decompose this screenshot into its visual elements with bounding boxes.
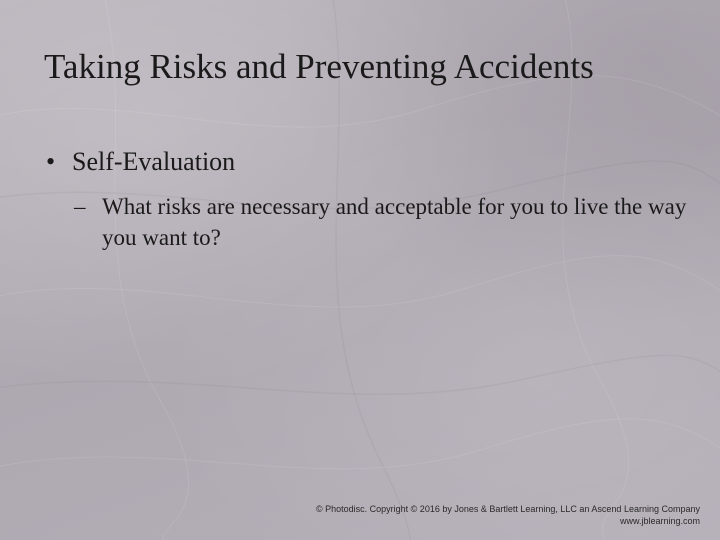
website-link: www.jblearning.com (619, 516, 700, 526)
bullet-item (46, 146, 235, 177)
copyright-line: © Photodisc. Copyright © 2016 by Jones & Bartlett Learning, LLC an Ascend Learning Company (316, 504, 700, 514)
sub-bullet-item (74, 191, 694, 253)
slide-title: Taking Risks and Preventing Accidents (44, 47, 594, 86)
sub-bullet-marker: – (74, 194, 86, 219)
bullet-text: Self-Evaluation (72, 147, 236, 176)
bullet-marker: • (46, 147, 56, 176)
sub-bullet-text: What risks are necessary and acceptable for you to live the way you want to? (102, 194, 687, 250)
copyright-notice (316, 503, 700, 527)
